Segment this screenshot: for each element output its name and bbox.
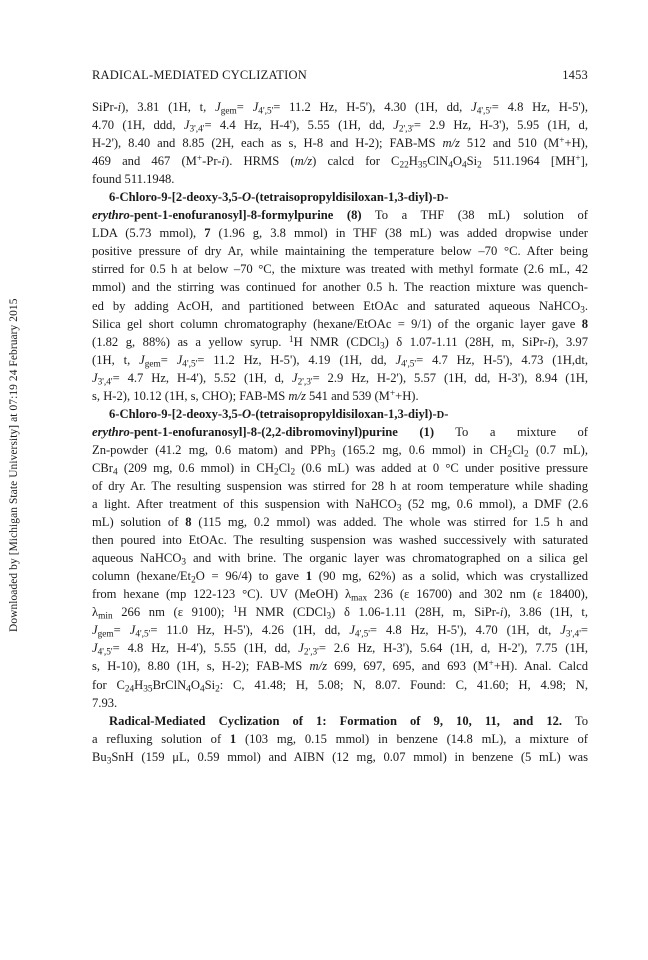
text-line: erythro-pent-1-enofuranosyl]-8-(2,2-dibromovinyl)purine (1) To a mixture of bbox=[92, 424, 588, 439]
text-line: mmol) and the stirring was continued for another 0.5 h. The reaction mixture was quench- bbox=[92, 280, 588, 295]
text-line: 469 and 467 (M+-Pr-i). HRMS (m/z) calcd for $C_{22}H_{35}ClN_4O_4Si_2$ 511.1964 [MH+], bbox=[92, 153, 588, 171]
text-line: (1.82 g, 88%) as a yellow syrup. $^1$H NMR (CDCl$_3$) δ 1.07-1.11 (28H, m, SiPr-i), 3.97 bbox=[92, 334, 588, 351]
page-header bbox=[92, 68, 588, 84]
text-line: 7.93. bbox=[92, 695, 118, 710]
text-line: found 511.1948. bbox=[92, 172, 175, 187]
text-line: from hexane (mp 122-123 °C). UV (MeOH) $\lambda_{max}$ 236 (ε 16700) and 302 nm (ε 18400), bbox=[92, 587, 588, 604]
text-line: mL) solution of 8 (115 mg, 0.2 mmol) was added. The whole was stirred for 1.5 h and bbox=[92, 515, 588, 530]
text-line: s, H-2), 10.12 (1H, s, CHO); FAB-MS m/z 541 and 539 (M++H). bbox=[92, 388, 419, 403]
text-line: $\lambda_{min}$ 266 nm (ε 9100); $^1$H NMR (CDCl$_3$) δ 1.06-1.11 (28H, m, SiPr-i), 3.86 (1H, t, bbox=[92, 605, 588, 622]
text-line: CBr$_4$ (209 mg, 0.6 mmol) in $CH_2Cl_2$ (0.6 mL) was added at 0 °C under positive pressure bbox=[92, 460, 588, 477]
text-line: erythro-pent-1-enofuranosyl]-8-formylpurine (8) To a THF (38 mL) solution of bbox=[92, 208, 588, 223]
text-line: of dry Ar. The resulting suspension was stirred for 28 h at room temperature while shading bbox=[92, 478, 588, 493]
compound-heading-1: 6-Chloro-9-[2-deoxy-3,5-O-(tetraisopropyldisiloxan-1,3-diyl)-D- bbox=[109, 406, 449, 421]
download-watermark bbox=[0, 0, 18, 960]
text-line: positive pressure of dry Ar, while maintaining the temperature below –70 °C. After being bbox=[92, 244, 588, 259]
text-line: H-2'), 8.40 and 8.85 (2H, each as s, H-8 and H-2); FAB-MS m/z 512 and 510 (M++H), bbox=[92, 135, 588, 151]
text-line: column $(hexane/Et_2O = 96/4)$ to gave 1 (90 mg, 62%) as a solid, which was crystallized bbox=[92, 569, 588, 586]
download-notice-text: Downloaded by [Michigan State University] at 07:19 24 February 2015 bbox=[8, 298, 20, 632]
text-line: $J_{3',4'}= 4.7$ Hz, H-4'), 5.52 (1H, d, $J_{2',3'}= 2.9$ Hz, H-2'), 5.57 (1H, dd, H-3'), 8.94 (1H, bbox=[92, 370, 588, 387]
text-line: $J_{gem}= J_{4',5'}= 11.0$ Hz, H-5'), 4.26 (1H, dd, $J_{4',5'}= 4.8$ Hz, H-5'), 4.70 (1H, dt, $J_{3',4'}=$ bbox=[92, 623, 588, 640]
compound-heading-8: 6-Chloro-9-[2-deoxy-3,5-O-(tetraisopropyldisiloxan-1,3-diyl)-D- bbox=[109, 190, 449, 205]
text-line: s, H-10), 8.80 (1H, s, H-2); FAB-MS m/z 699, 697, 695, and 693 (M++H). Anal. Calcd bbox=[92, 659, 588, 674]
text-line: ed by adding AcOH, and partitioned between EtOAc and saturated aqueous NaHCO$_3$. bbox=[92, 298, 588, 315]
text-line: aqueous NaHCO$_3$ and with brine. The organic layer was chromatographed on a silica gel bbox=[92, 551, 588, 568]
text-line: 4.70 (1H, ddd, $J_{3',4'}= 4.4$ Hz, H-4'), 5.55 (1H, dd, $J_{2',3'}= 2.9$ Hz, H-3'), 5.95 (1H, d, bbox=[92, 118, 588, 135]
page-number: 1453 bbox=[562, 68, 588, 82]
text-line: Zn-powder (41.2 mg, 0.6 matom) and PPh$_3$ (165.2 mg, 0.6 mmol) in $CH_2Cl_2$ (0.7 mL), bbox=[92, 442, 588, 459]
text-line: $Bu_3SnH$ (159 μL, 0.59 mmol) and AIBN (12 mg, 0.07 mmol) in benzene (5 mL) was bbox=[92, 749, 588, 766]
text-line: stirred for 0.5 h at below –70 °C, the mixture was treated with methyl formate (2.6 mL, 42 bbox=[92, 262, 588, 277]
section-heading-line: Radical-Mediated Cyclization of 1: Formation of 9, 10, 11, and 12. To bbox=[109, 713, 588, 728]
running-title: RADICAL-MEDIATED CYCLIZATION bbox=[92, 68, 307, 82]
text-line: SiPr-i), 3.81 (1H, t, $J_{gem}= J_{4',5'}= 11.2$ Hz, H-5'), 4.30 (1H, dd, $J_{4',5'}= 4.8$ Hz, H-5'), bbox=[92, 100, 588, 117]
text-line: (1H, t, $J_{gem}= J_{4',5'}= 11.2$ Hz, H-5'), 4.19 (1H, dd, $J_{4',5'}= 4.7$ Hz, H-5'), 4.73 (1H,dt, bbox=[92, 352, 588, 369]
text-line: a refluxing solution of 1 (103 mg, 0.15 mmol) in benzene (14.8 mL), a mixture of bbox=[92, 731, 588, 746]
text-line: then poured into EtOAc. The resulting suspension was washed successively with saturated bbox=[92, 533, 588, 548]
text-line: Silica gel short column chromatography (hexane/EtOAc = 9/1) of the organic layer gave 8 bbox=[92, 316, 588, 331]
text-line: $J_{4',5'}= 4.8$ Hz, H-4'), 5.55 (1H, dd, $J_{2',3'}= 2.6$ Hz, H-3'), 5.64 (1H, d, H-2'), 7.75 (1H, bbox=[92, 641, 588, 658]
text-line: LDA (5.73 mmol), 7 (1.96 g, 3.8 mmol) in THF (38 mL) was added dropwise under bbox=[92, 226, 588, 241]
text-line: for $C_{24}H_{35}BrClN_4O_4Si_2$: C, 41.48; H, 5.08; N, 8.07. Found: C, 41.60; H, 4.98; N, bbox=[92, 677, 588, 694]
article-body bbox=[92, 98, 588, 766]
text-line: a light. After treatment of this suspension with NaHCO$_3$ (52 mg, 0.6 mmol), a DMF (2.6 bbox=[92, 497, 588, 514]
